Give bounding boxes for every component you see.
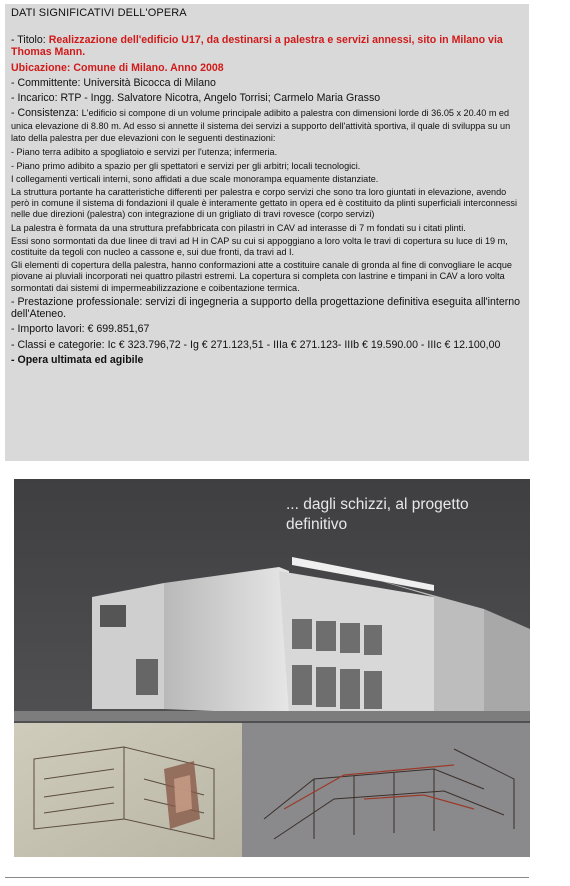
ubicazione-line: Ubicazione: Comune di Milano. Anno 2008	[11, 61, 224, 74]
titolo-line	[11, 34, 523, 59]
copertura-paragraph: Gli elementi di copertura della palestra, hanno conformazioni atte a costituire canale di gronda al fine di convogliare le acque piovane ai pluviali incorporati nei quattro pilastri estremi. La copertura si completa con lastrine e timpani in CAV a loro volta sormontati dai sistemi di impermeabilizzazione e coibentazione termica.	[11, 260, 512, 293]
sketch-panel-left	[14, 723, 242, 857]
classi-label: - Classi e categorie:	[11, 338, 108, 351]
stato-line: - Opera ultimata ed agibile	[11, 354, 144, 366]
prestazione-line: - Prestazione professionale: servizi di ingegneria a supporto della progettazione definitiva eseguita all'interno dell'Ateneo.	[11, 295, 521, 321]
classi-value: Ic € 323.796,72 - Ig € 271.123,51 - IIIa € 271.123- IIIb € 19.590.00 - IIIc € 12.100,00	[107, 338, 501, 351]
project-data-box	[5, 4, 529, 461]
bottom-divider	[5, 877, 529, 878]
caption-line-2: definitivo	[286, 516, 348, 533]
caption-line-1: ... dagli schizzi, al progetto	[286, 496, 469, 513]
consistenza-label: - Consistenza:	[11, 107, 82, 120]
committente-line: - Committente: Università Bicocca di Milano	[11, 76, 216, 89]
struttura-paragraph: La struttura portante ha caratteristiche differenti per palestra e corpo servizi che sono tra loro giuntati in elevazione, avendo però in comune il sistema di fondazioni il quale è interamente gettato in opera ed è costituito da plinti superficiali interconnessi nelle due direzioni (palestra) con integrazione di un grigliato di travi rovesce (corpo servizi)	[11, 186, 518, 220]
piano-primo-line: - Piano primo adibito a spazio per gli spettatori e servizi per gli arbitri; locali tecnologici.	[11, 160, 361, 171]
titolo-value: Realizzazione dell'edificio U17, da destinarsi a palestra e servizi annessi, sito in Milano via Thomas Mann.	[11, 34, 503, 59]
incarico-line: - Incarico: RTP - Ingg. Salvatore Nicotra, Angelo Torrisi; Carmelo Maria Grasso	[11, 92, 381, 105]
titolo-label: - Titolo:	[11, 34, 49, 46]
importo-line: - Importo lavori: € 699.851,67	[11, 323, 150, 336]
consistenza-value: L'edificio si compone di un volume principale adibito a palestra con dimensioni lorde di 36.05 x 20.40 m ed unica elevazione di 8.80 m. Ad esso si annette il sistema dei servizi a supporto dell'attività sportiva, il quale di sviluppa su un lato della palestra per due elevazioni con le seguenti destinazioni:	[11, 108, 511, 144]
consistenza-line	[11, 107, 523, 144]
rendering-and-sketch-image	[14, 479, 530, 857]
figure-caption	[286, 495, 469, 535]
sketch-panel-right	[242, 723, 530, 857]
section-heading: DATI SIGNIFICATIVI DELL'OPERA	[11, 7, 187, 19]
piano-terra-line: - Piano terra adibito a spogliatoio e servizi per l'utenza; infermeria.	[11, 147, 278, 158]
travi-paragraph: Essi sono sormontati da due linee di travi ad H in CAP su cui si appoggiano a loro volta le travi di copertura su luce di 19 m, costituite da tegoli con nucleo a cassone e, sui due fronti, da travi ad I.	[11, 235, 508, 257]
classi-line	[11, 339, 523, 351]
collegamenti-paragraph: I collegamenti verticali interni, sono affidati a due scale monorampa equamente distanziate.	[11, 173, 379, 184]
project-illustration	[14, 479, 530, 857]
palestra-paragraph: La palestra è formata da una struttura prefabbricata con pilastri in CAV ad interasse di 7 m fondati su i citati plinti.	[11, 222, 466, 233]
